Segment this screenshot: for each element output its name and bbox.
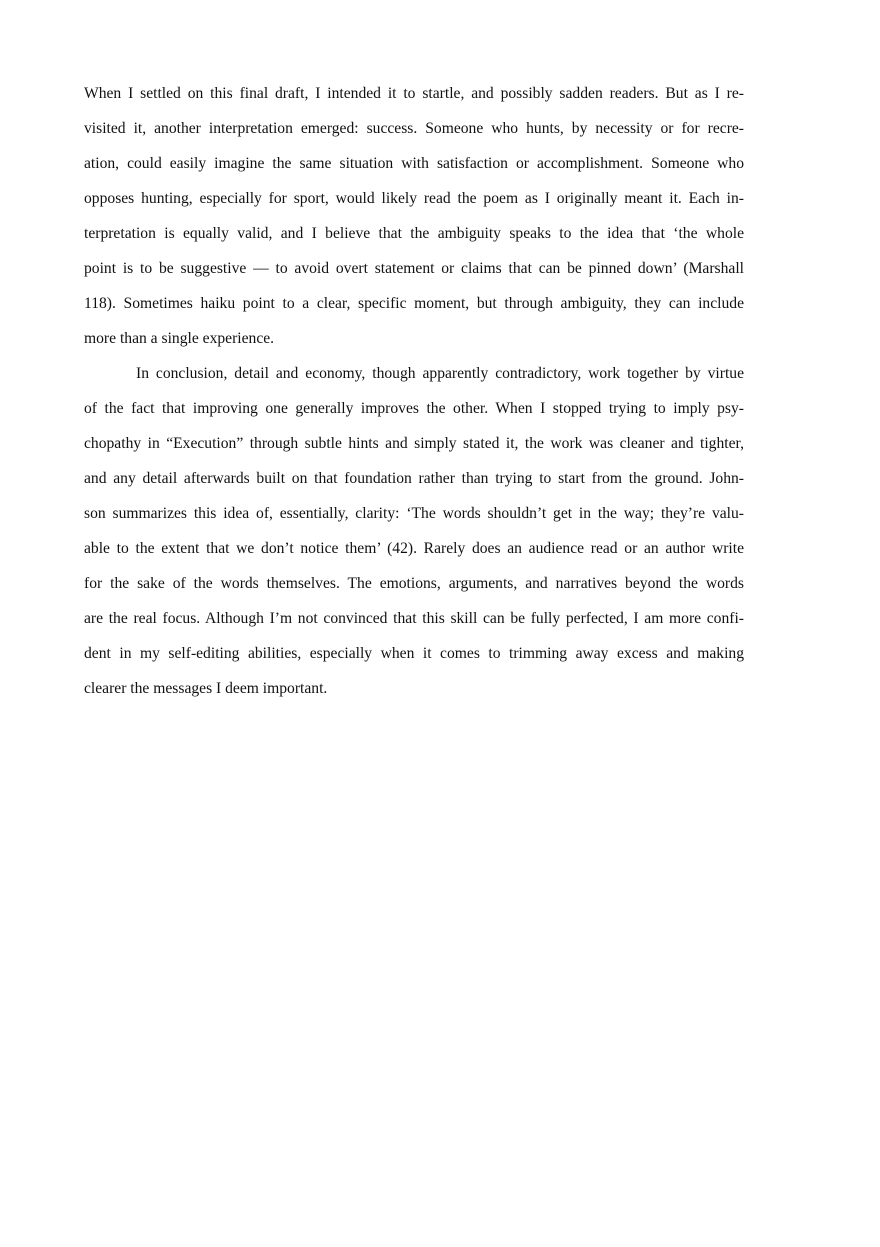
- text-line: In conclusion, detail and economy, though apparently contradictory, work together by virtue: [136, 365, 744, 382]
- paragraph-conclusion: [84, 356, 744, 706]
- text-line: and any detail afterwards built on that foundation rather than trying to start from the ground. John-: [84, 470, 744, 487]
- text-line: for the sake of the words themselves. The emotions, arguments, and narratives beyond the words: [84, 575, 744, 592]
- text-line: When I settled on this final draft, I intended it to startle, and possibly sadden readers. But as I re-: [84, 85, 744, 102]
- text-line: of the fact that improving one generally improves the other. When I stopped trying to imply psy-: [84, 400, 744, 417]
- text-line: clearer the messages I deem important.: [84, 680, 328, 697]
- text-line: point is to be suggestive — to avoid overt statement or claims that can be pinned down’ (Marshall: [84, 260, 744, 277]
- text-line: visited it, another interpretation emerged: success. Someone who hunts, by necessity or for recre-: [84, 120, 744, 137]
- text-line: able to the extent that we don’t notice them’ (42). Rarely does an audience read or an author write: [84, 540, 744, 557]
- text-line: opposes hunting, especially for sport, would likely read the poem as I originally meant it. Each in-: [84, 190, 744, 207]
- text-line: son summarizes this idea of, essentially, clarity: ‘The words shouldn’t get in the way; they’re valu-: [84, 505, 744, 522]
- text-line: dent in my self-editing abilities, especially when it comes to trimming away excess and making: [84, 645, 744, 662]
- text-line: 118). Sometimes haiku point to a clear, specific moment, but through ambiguity, they can include: [84, 295, 744, 312]
- body-text: [84, 76, 744, 706]
- text-line: chopathy in “Execution” through subtle hints and simply stated it, the work was cleaner and tighter,: [84, 435, 744, 452]
- paragraph-ambiguity: [84, 76, 744, 356]
- text-line: more than a single experience.: [84, 330, 275, 347]
- text-line: terpretation is equally valid, and I believe that the ambiguity speaks to the idea that ‘the whole: [84, 225, 744, 242]
- text-line: ation, could easily imagine the same situation with satisfaction or accomplishment. Someone who: [84, 155, 744, 172]
- text-line: are the real focus. Although I’m not convinced that this skill can be fully perfected, I am more confi-: [84, 610, 744, 627]
